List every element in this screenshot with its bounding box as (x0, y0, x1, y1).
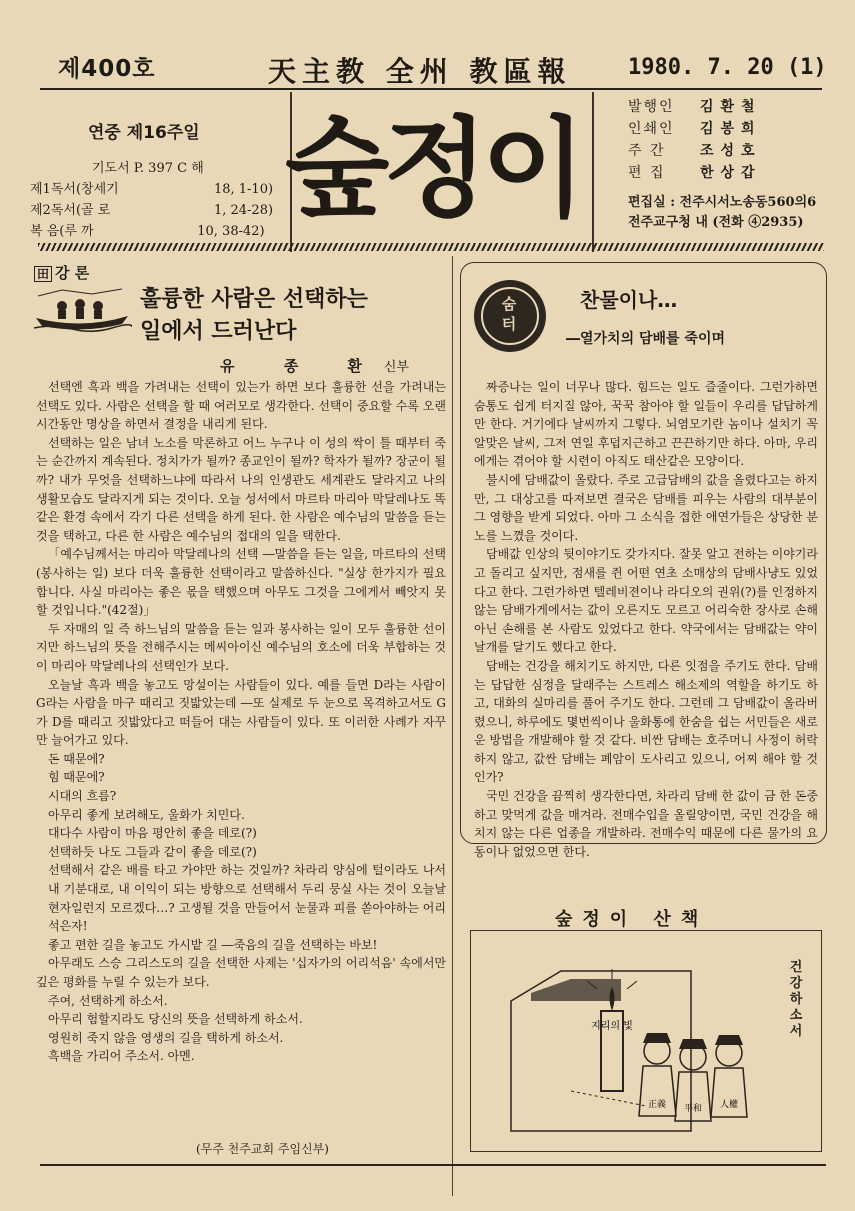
paragraph: 돈 때문에? (48, 751, 105, 766)
staff-row (628, 118, 762, 140)
author-name: 유 종 환 (220, 357, 384, 375)
paragraph: 담배는 건강을 해치기도 하지만, 다른 잇점을 주기도 한다. 담배는 답답한 심정을 달래주는 스트레스 해소제의 역할을 하기도 하고, 대화의 실마리를 풀어 주기도 한다. 그런데 그 담배값이 올라버렸으니, 하루에도 몇번씩이나 울화통에 한숨을 쉽는 서민들은 새로운 방법을 개발해야 할 것 같다. 비싼 담배는 호주머니 사정이 허락하지 않고, 값싼 담배는 폐암이 도사리고 있으니, 어찌 해야 할 것인가? (474, 658, 818, 785)
box-icon: 田 (34, 266, 52, 282)
author-title: 신부 (383, 360, 410, 375)
paragraph: 짜증나는 일이 너무나 많다. 힘드는 일도 즐줄이다. 그런가하면 숨통도 쉽게 터지질 않아, 꾹꾹 참아야 할 일들이 우리를 답답하게만 한다. 거기에다 날씨까지 그렇다. 뇌염모기란 놈이나 설치기 꼭 알맞은 날씨, 그저 연일 후덥지근하고 끈끈하기만 하다. 아마, 우리에게는 겪어야 할 시련이 아직도 태산같은 모양이다. (474, 380, 818, 469)
hat-label-2: 人權 (719, 1100, 739, 1110)
editorial-title-line2: 일에서 드러난다 (140, 319, 297, 344)
issue-date: 1980. 7. 20 (1) (628, 55, 827, 80)
cartoon-title: 숲정이 산책 (555, 909, 709, 930)
prayer-book-ref: 기도서 P. 397 C 해 (92, 161, 204, 176)
paragraph: 오늘날 흑과 백을 놓고도 망설이는 사람들이 있다. 예를 들면 D라는 사람이 G라는 사람을 마구 때리고 짓밟았는데 ―또 실제로 두 눈으로 목격하고서도 G가 D를 때리고 짓밟았다고 떠들어 대는 사람들이 있다. 또 이러한 사례가 자꾸만 늘어가고 있다. (36, 677, 446, 748)
editorial-tag (34, 262, 89, 283)
office-phone: 전주교구청 내 (전화 ④2935) (628, 215, 804, 230)
paragraph: 흑백을 가리어 주소서. 아멘. (48, 1049, 195, 1064)
paragraph: 선택하듯 나도 그들과 같이 좋을 데로(?) (48, 844, 257, 859)
reading-row (30, 221, 273, 242)
paragraph: 대다수 사람이 마음 평안히 좋을 데로(?) (48, 826, 257, 841)
reading-row (30, 179, 273, 200)
header-rule (40, 88, 822, 90)
liturgical-week: 연중 제16주일 (88, 123, 200, 143)
editorial-tag-label: 강 론 (55, 264, 90, 282)
masthead-logo: 숲정이 (285, 107, 580, 232)
paragraph: 담배값 인상의 뒷이야기도 갖가지다. 잘못 알고 전하는 이야기라고 돌리고 싶지만, 점새를 쥔 어떤 연초 소매상의 담배사냥도 있었다고 한다. 그런가하면 텔레비젼이나 라디오의 권위(?)를 인정하지 않는 담배가게에서는 값이 오른지도 모르고 어리숙한 장사로 손해아닌 손해를 본 사람도 있었다고 한다. 약국에서는 담배값는 약이 날개를 달기도 했다고 한다. (474, 547, 818, 655)
candle-label (591, 1019, 633, 1032)
paragraph: 아무리 좋게 보려해도, 울화가 치민다. (48, 807, 245, 822)
staff-row (628, 96, 762, 118)
paragraph: 시대의 흐름? (48, 789, 117, 804)
editorial-title (140, 284, 440, 348)
paragraph: 아무래도 스승 그리스도의 길을 선택한 사제는 '십자가의 어리석음' 속에서만 깊은 평화를 누릴 수 있는가 보다. (36, 956, 446, 989)
staff-role: 주 간 (628, 143, 666, 159)
paragraph: 「예수님께서는 마리아 막달레나의 선택 ―말씀을 듣는 일을, 마르타의 선택(봉사하는 일) 보다 더욱 훌륭한 선택이라고 말씀하신다. "실상 한가지가 필요합니다. 사실 마리아는 좋은 몫을 택했으며 아무도 그것을 그에게서 빼앗지 못할 것입니다."(42절)」 (36, 547, 446, 618)
staff-role: 발행인 (628, 99, 675, 115)
editorial-body (36, 378, 446, 1066)
paragraph: 선택해서 같은 배를 타고 가야만 하는 것일까? 차라리 양심에 털이라도 나서 내 기분대로, 내 이익이 되는 방향으로 선택해서 두리 뭉실 사는 것이 오늘날 현자일런지 모르겠다…? 고생될 것을 만들어서 눈물과 피를 쏟아야하는 어리석은자! (48, 863, 446, 934)
paragraph: 아무리 험할지라도 당신의 뜻을 선택하게 하소서. (48, 1012, 303, 1027)
reading-ref: 18, 1-10) (213, 182, 274, 197)
paragraph: 두 자매의 일 즉 하느님의 말씀을 듣는 일과 봉사하는 일이 모두 훌륭한 선이지만 하느님의 뜻을 전해주시는 메씨아이신 예수님의 호소에 더욱 부합하는 것이 마리아 막달레나의 선택인가 보다. (36, 621, 446, 673)
paper-name: 天主教 全州 教區報 (268, 55, 572, 88)
footer-rule (40, 1164, 826, 1166)
editorial-signature: (무주 천주교회 주임신부) (196, 1142, 329, 1156)
paragraph: 국민 건강을 끔찍히 생각한다면, 차라리 담배 한 값이 금 한 돈중하고 맞먹게 값을 매겨라. 전매수입을 올릴양이면, 국민 건강을 해치지 않는 다른 업종을 개발하라. 전매수익 때문에 다른 물가의 요동이나 없었으면 한다. (474, 789, 818, 859)
staff-role: 편 집 (628, 165, 666, 181)
editorial-author (220, 355, 409, 376)
staff-row (628, 162, 762, 184)
cartoon-frame (470, 930, 822, 1152)
staff-list (628, 96, 762, 184)
reading-book: (골 로 (75, 203, 111, 218)
paragraph: 불시에 담배값이 올랐다. 주로 고급담배의 값을 올렸다고는 하지만, 그 대상고를 따져보면 결국은 담배를 피우는 사람의 대부분이 그 영향을 받게 되었다. 아마 그 소식을 접한 애연가들은 상당한 분노를 느꼈을 것이다. (474, 472, 818, 543)
column-title: 찬물이나… (580, 288, 678, 312)
reading-book: (창세기 (75, 182, 119, 197)
reading-book: (루 까 (59, 224, 94, 239)
staff-role: 인쇄인 (628, 121, 675, 137)
cartoon-caption: 건강하소서 (789, 960, 803, 1039)
reading-ref: 1, 24-28) (213, 203, 274, 218)
reading-label: 복 음 (30, 224, 60, 239)
office-info (628, 193, 816, 233)
reading-ref: 10, 38-42) (197, 224, 265, 239)
reading-row (30, 200, 273, 221)
column-body (474, 378, 818, 861)
hat-label-0: 正義 (647, 1100, 667, 1110)
staff-name: 김환철 (700, 99, 762, 115)
issue-number: 제400호 (58, 56, 156, 82)
staff-name: 조성호 (700, 143, 762, 159)
paragraph: 영원히 죽지 않을 영생의 길을 택하게 하소서. (48, 1030, 284, 1045)
staff-name: 김봉희 (700, 121, 762, 137)
reading-label: 제2독서 (30, 203, 76, 218)
cartoon-illustration (471, 931, 821, 1151)
column-subtitle: ―열가치의 담배를 죽이며 (566, 331, 725, 347)
paragraph: 힘 때문에? (48, 770, 105, 785)
hat-label-1: 平和 (683, 1104, 703, 1114)
header-dash-band (38, 243, 824, 251)
boat-illustration-icon (32, 284, 132, 332)
badge-label: 숨 터 (501, 295, 517, 333)
staff-row (628, 140, 762, 162)
readings-list (30, 158, 273, 242)
paragraph: 선택하는 일은 남녀 노소를 막론하고 어느 누구나 이 성의 싹이 틀 때부터 죽는 순간까지 계속된다. 정치가가 될까? 종교인이 될까? 학자가 될까? 장군이 될까? 내가 무엇을 선택하느냐에 따라서 나의 인생관도 세계관도 달라지고 나의 생활모습도 달라지게 되는 것이다. 오늘 성서에서 마르타 마리아 막달레나도 똑같은 환경 속에서 각기 다른 선택을 하게 된다. 한 사람은 예수님의 말씀을 듣는 것을 택하고, 다른 한 사람은 예수님의 접대의 일을 택한다. (36, 435, 446, 543)
reading-label: 제1독서 (30, 182, 76, 197)
paragraph: 선택엔 흑과 백을 가려내는 선택이 있는가 하면 보다 훌륭한 선을 가려내는 선택도 있다. 사람은 선택을 할 때 여러모로 생각한다. 선택이 중요할 수록 오랜 시간동안 명상을 하면서 결정을 내리게 된다. (36, 380, 446, 432)
editorial-title-line1: 훌륭한 사람은 선택하는 (140, 287, 368, 312)
paragraph: 주여, 선택하게 하소서. (48, 993, 168, 1008)
paragraph: 좋고 편한 길을 놓고도 가시밭 길 ―죽음의 길을 선택하는 바보! (48, 937, 378, 952)
column-badge (474, 280, 546, 352)
staff-name: 한상갑 (700, 165, 762, 181)
office-address: 편집실 : 전주시서노송동560의6 (628, 195, 817, 210)
candle-text: 지리의 빛 (591, 1021, 633, 1032)
